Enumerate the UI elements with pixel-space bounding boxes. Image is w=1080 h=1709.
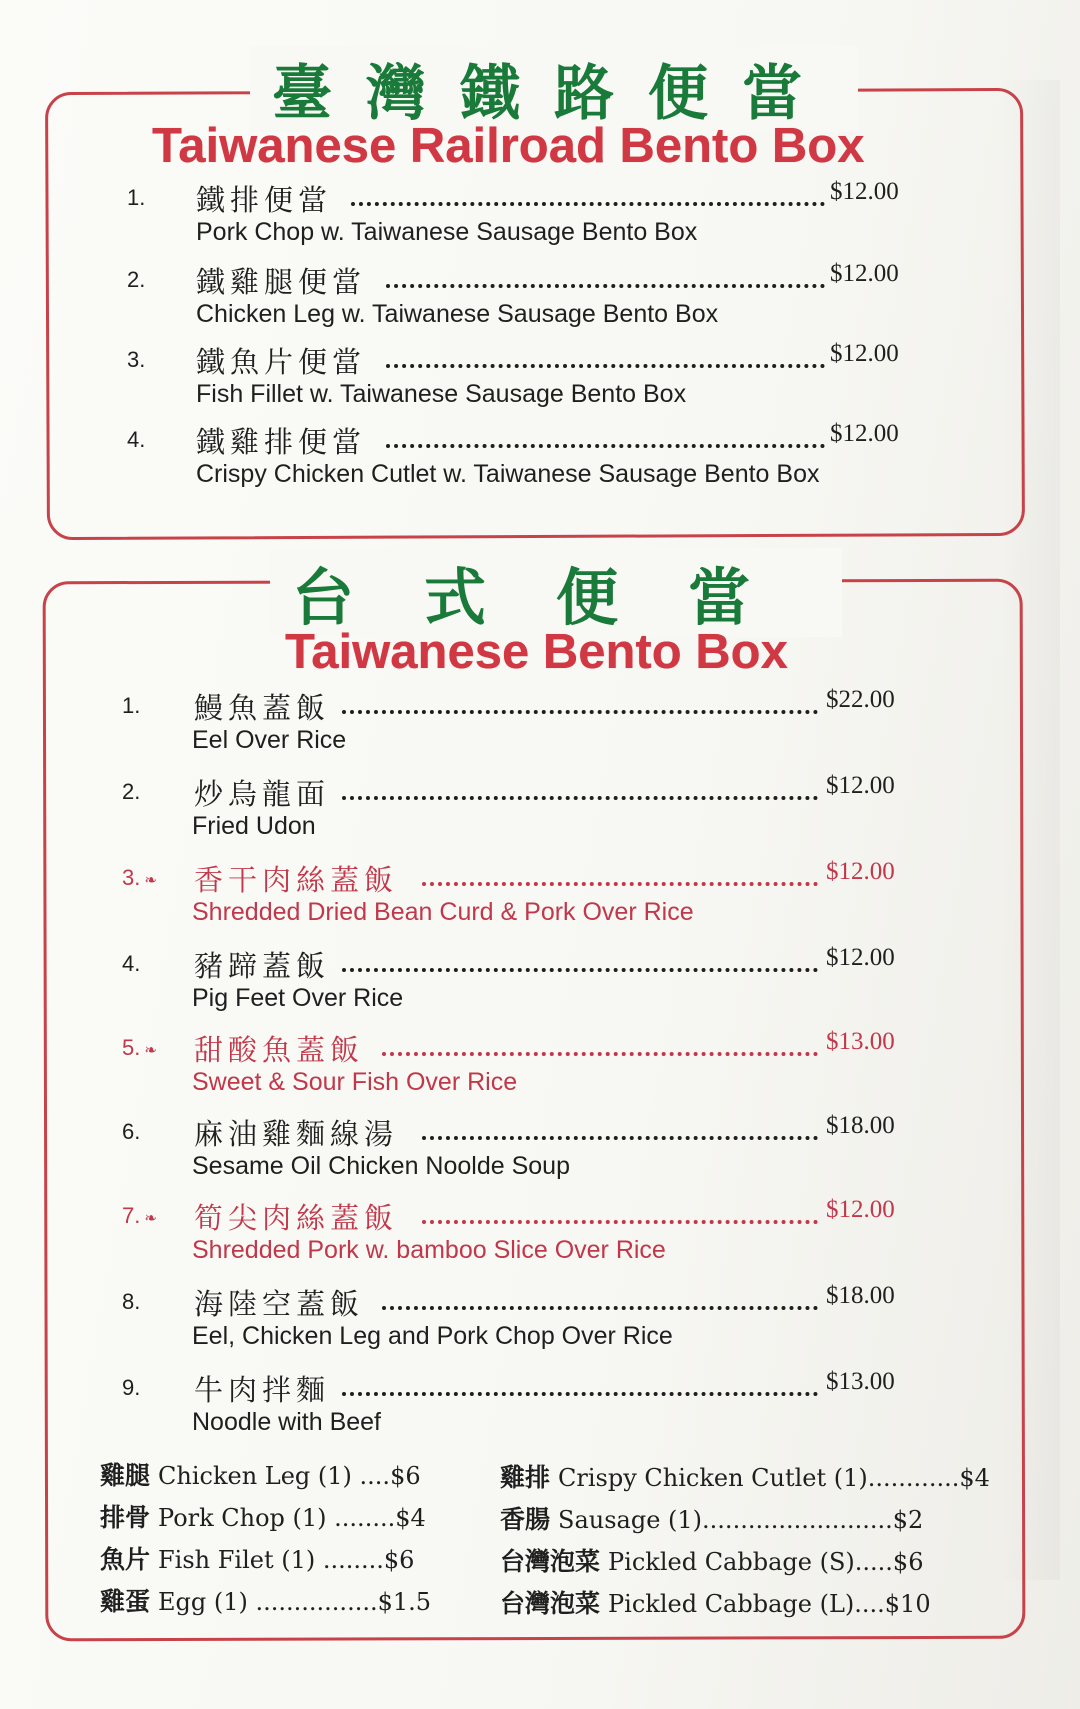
addon-price: $2 bbox=[892, 1506, 924, 1534]
addon-dots: ........ bbox=[322, 1546, 384, 1574]
item-price: $12.00 bbox=[830, 420, 899, 447]
item-number: 4. bbox=[122, 951, 141, 976]
item-english-name: Chicken Leg w. Taiwanese Sausage Bento Box bbox=[196, 300, 719, 328]
item-chinese-name: 香干肉絲蓋飯 bbox=[194, 863, 399, 897]
addon-price: $10 bbox=[884, 1590, 931, 1618]
item-english-name: Noodle with Beef bbox=[192, 1408, 382, 1436]
dot-leader bbox=[386, 444, 825, 448]
item-chinese-name: 牛肉拌麵 bbox=[194, 1373, 331, 1407]
addon-item bbox=[500, 1458, 990, 1494]
addon-chinese-name: 魚片 bbox=[100, 1545, 151, 1574]
item-price: $12.00 bbox=[830, 178, 899, 205]
dot-leader bbox=[342, 796, 818, 800]
dot-leader bbox=[342, 968, 818, 972]
item-chinese-name: 鐵排便當 bbox=[196, 183, 333, 217]
item-number: 9. bbox=[122, 1375, 141, 1400]
addon-item bbox=[500, 1584, 931, 1620]
item-price: $13.00 bbox=[826, 1368, 895, 1395]
item-chinese-name: 甜酸魚蓋飯 bbox=[194, 1033, 365, 1067]
dot-leader bbox=[422, 1136, 818, 1140]
item-number: 3. ❧ bbox=[122, 865, 157, 890]
item-number: 7. ❧ bbox=[122, 1203, 157, 1228]
item-english-name: Sweet & Sour Fish Over Rice bbox=[192, 1068, 518, 1096]
item-english-name: Pork Chop w. Taiwanese Sausage Bento Box bbox=[196, 218, 698, 246]
item-price: $12.00 bbox=[826, 858, 895, 885]
addon-english-name: Pork Chop (1) bbox=[158, 1504, 335, 1532]
item-english-name: Shredded Dried Bean Curd & Pork Over Rice bbox=[192, 898, 694, 926]
pepper-icon: ❧ bbox=[144, 1210, 157, 1227]
item-number: 8. bbox=[122, 1289, 141, 1314]
item-price: $12.00 bbox=[826, 772, 895, 799]
item-english-name: Crispy Chicken Cutlet w. Taiwanese Sausage Bento Box bbox=[196, 460, 820, 488]
item-chinese-name: 鰻魚蓋飯 bbox=[194, 691, 331, 725]
dot-leader bbox=[386, 364, 825, 368]
dot-leader bbox=[422, 882, 818, 886]
item-number: 2. bbox=[122, 779, 141, 804]
dot-leader bbox=[422, 1220, 818, 1224]
item-price: $12.00 bbox=[830, 260, 899, 287]
addon-item bbox=[500, 1542, 923, 1578]
addon-chinese-name: 雞蛋 bbox=[100, 1587, 151, 1616]
item-chinese-name: 鐵魚片便當 bbox=[196, 345, 367, 379]
item-number: 3. bbox=[127, 347, 146, 372]
item-price: $12.00 bbox=[830, 340, 899, 367]
item-chinese-name: 炒烏龍面 bbox=[194, 777, 331, 811]
item-english-name: Pig Feet Over Rice bbox=[192, 984, 404, 1012]
addon-price: $1.5 bbox=[377, 1588, 432, 1616]
item-english-name: Eel Over Rice bbox=[192, 726, 347, 754]
addon-dots: ................ bbox=[255, 1588, 378, 1616]
addon-dots: .... bbox=[854, 1590, 885, 1618]
bento-title-chinese: 台式便當 bbox=[270, 548, 842, 637]
item-chinese-name: 筍尖肉絲蓋飯 bbox=[194, 1201, 399, 1235]
addon-english-name: Pickled Cabbage (L) bbox=[608, 1590, 855, 1618]
dot-leader bbox=[342, 1392, 818, 1396]
addon-item bbox=[100, 1540, 414, 1576]
item-number: 2. bbox=[127, 267, 146, 292]
item-chinese-name: 麻油雞麵線湯 bbox=[194, 1117, 399, 1151]
addon-item bbox=[100, 1498, 426, 1534]
addon-chinese-name: 香腸 bbox=[500, 1505, 551, 1534]
item-number: 1. bbox=[127, 185, 146, 210]
dot-leader bbox=[382, 1306, 818, 1310]
addon-price: $6 bbox=[390, 1462, 421, 1490]
pepper-icon: ❧ bbox=[144, 1042, 157, 1059]
item-english-name: Shredded Pork w. bamboo Slice Over Rice bbox=[192, 1236, 666, 1264]
item-number: 1. bbox=[122, 693, 141, 718]
item-number: 5. ❧ bbox=[122, 1035, 157, 1060]
addon-dots: ........ bbox=[334, 1504, 396, 1532]
item-chinese-name: 鐵雞腿便當 bbox=[196, 265, 367, 299]
pepper-icon: ❧ bbox=[144, 872, 157, 889]
addon-item bbox=[100, 1456, 421, 1492]
item-english-name: Fried Udon bbox=[192, 812, 316, 840]
addon-price: $4 bbox=[395, 1504, 426, 1532]
addon-price: $4 bbox=[959, 1464, 990, 1492]
addon-dots: ..... bbox=[854, 1548, 893, 1576]
addon-chinese-name: 雞腿 bbox=[100, 1461, 151, 1490]
item-number: 6. bbox=[122, 1119, 141, 1144]
addon-dots: ......................... bbox=[702, 1506, 893, 1534]
railroad-title-english: Taiwanese Railroad Bento Box bbox=[152, 119, 865, 173]
bento-title-english: Taiwanese Bento Box bbox=[285, 625, 788, 679]
item-number: 4. bbox=[127, 427, 146, 452]
item-price: $12.00 bbox=[826, 1196, 895, 1223]
addon-english-name: Sausage (1) bbox=[558, 1506, 703, 1534]
railroad-title-chinese: 臺灣鐵路便當 bbox=[250, 46, 858, 132]
addon-dots: .... bbox=[359, 1462, 391, 1490]
dot-leader bbox=[382, 1052, 818, 1056]
item-price: $22.00 bbox=[826, 686, 895, 713]
item-price: $13.00 bbox=[826, 1028, 895, 1055]
item-chinese-name: 豬蹄蓋飯 bbox=[194, 949, 331, 983]
addon-price: $6 bbox=[892, 1548, 924, 1576]
item-price: $18.00 bbox=[826, 1112, 895, 1139]
addon-chinese-name: 排骨 bbox=[100, 1503, 151, 1532]
item-english-name: Fish Fillet w. Taiwanese Sausage Bento Box bbox=[196, 380, 687, 408]
addon-item bbox=[500, 1500, 923, 1536]
item-price: $12.00 bbox=[826, 944, 895, 971]
addon-chinese-name: 台灣泡菜 bbox=[500, 1589, 601, 1618]
dot-leader bbox=[351, 202, 825, 206]
addon-english-name: Egg (1) bbox=[158, 1588, 256, 1616]
item-chinese-name: 鐵雞排便當 bbox=[196, 425, 367, 459]
addon-english-name: Fish Filet (1) bbox=[158, 1546, 323, 1574]
addon-chinese-name: 雞排 bbox=[500, 1463, 551, 1492]
dot-leader bbox=[342, 710, 818, 714]
dot-leader bbox=[386, 284, 825, 288]
addon-price: $6 bbox=[383, 1546, 415, 1574]
item-english-name: Eel, Chicken Leg and Pork Chop Over Rice bbox=[192, 1322, 673, 1350]
addon-chinese-name: 台灣泡菜 bbox=[500, 1547, 601, 1576]
item-price: $18.00 bbox=[826, 1282, 895, 1309]
item-english-name: Sesame Oil Chicken Noolde Soup bbox=[192, 1152, 570, 1180]
addon-item bbox=[100, 1582, 431, 1618]
addon-english-name: Pickled Cabbage (S) bbox=[608, 1548, 855, 1576]
item-chinese-name: 海陸空蓋飯 bbox=[194, 1287, 365, 1321]
addon-english-name: Chicken Leg (1) bbox=[158, 1462, 360, 1490]
addon-dots: ............ bbox=[867, 1464, 960, 1492]
addon-english-name: Crispy Chicken Cutlet (1) bbox=[558, 1464, 868, 1492]
